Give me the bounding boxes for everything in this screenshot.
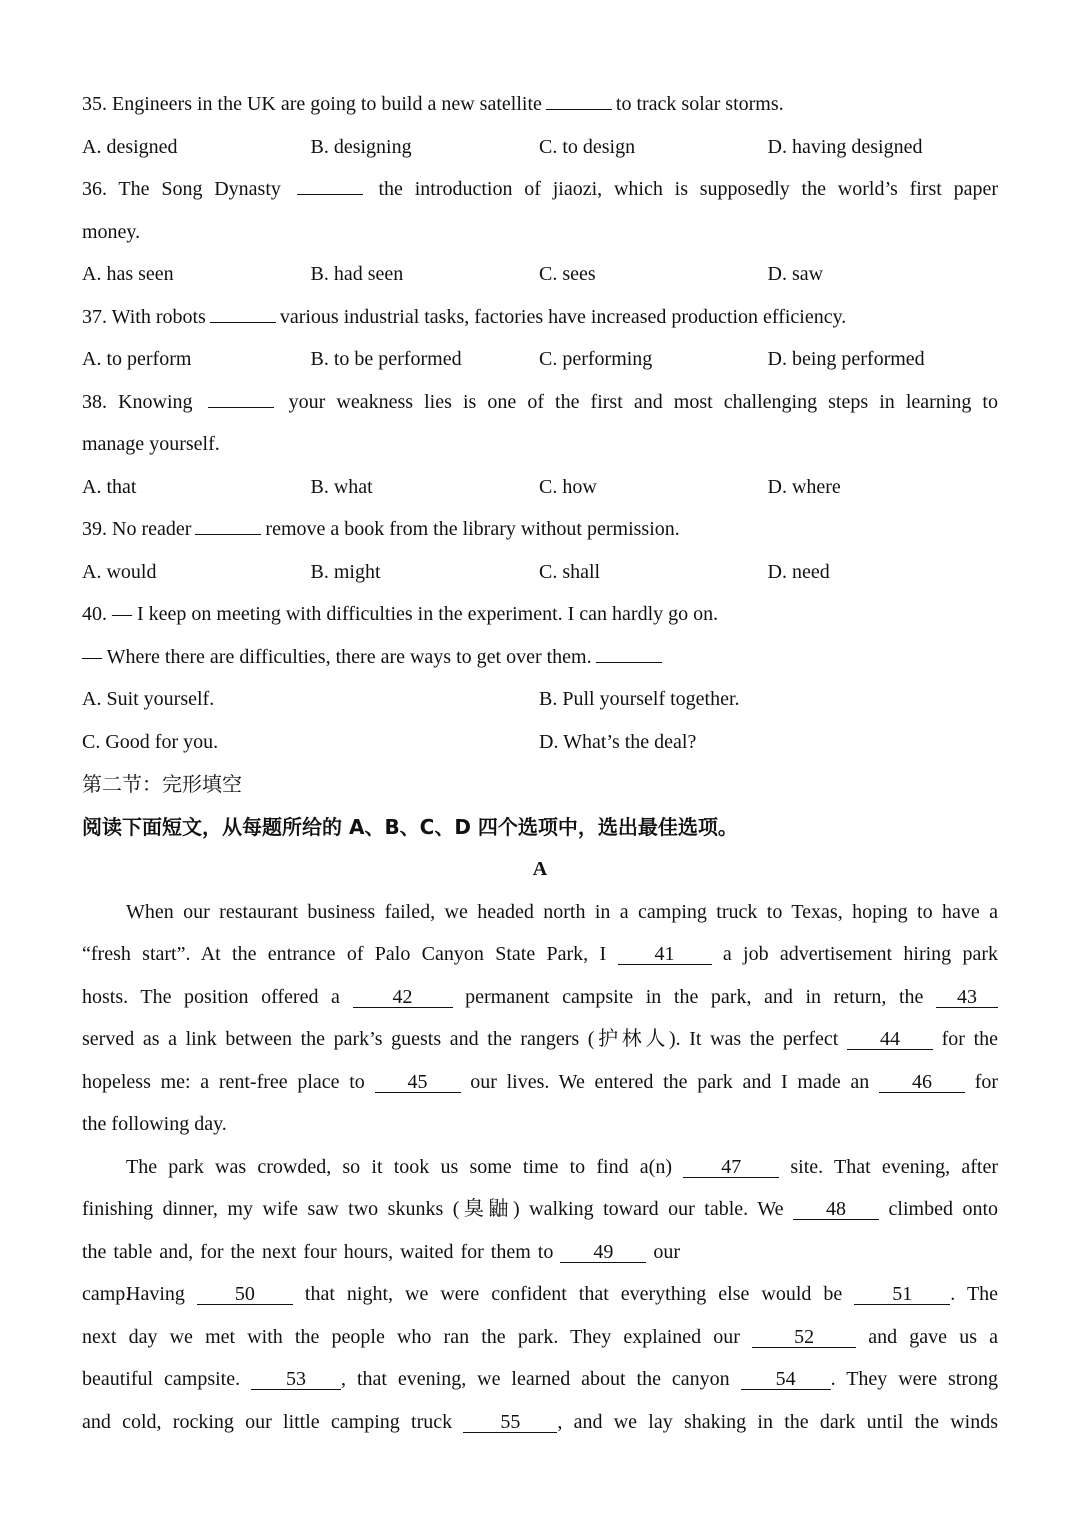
passage-line: beautiful campsite. 53 , that evening, we learned about the canyon 54 . They were strong [82,1368,999,1390]
option-a: A. to perform [82,348,192,370]
option-d: D. having designed [767,135,923,158]
question-35-options [82,126,998,169]
option-c: C. to design [539,135,636,158]
question-39-options [82,551,998,594]
option-b: B. had seen [310,263,404,285]
passage-line: the table and, for the next four hours, waited for them to 49 our camp. [82,1240,681,1305]
option-b: B. Pull yourself together. [539,688,740,710]
option-d: D. being performed [767,348,925,370]
passage-line: The park was crowded, so it took us some time to find a(n) 47 site. That evening, after [126,1155,998,1178]
passage-line: hosts. The position offered a 42 permanent campsite in the park, and in return, the 43 [82,976,998,1019]
option-a: A. that [82,475,137,498]
passage-line: served as a link between the park’s guests and the rangers (护林人). It was the perfect 44 for the [82,1028,999,1050]
option-d: D. saw [767,263,824,285]
question-36-stem: 36. The Song Dynasty the introduction of jiaozi, which is supposedly the world’s first paper [82,178,999,200]
question-37-options [82,338,998,381]
blank-44: 44 [847,1029,933,1050]
option-b: B. might [310,560,381,583]
passage-label: A [532,858,548,880]
option-d: D. where [767,475,841,498]
question-38-stem: 38. Knowing your weakness lies is one of the first and most challenging steps in learning to [82,390,998,413]
question-40-options-row2 [82,721,998,764]
blank-50: 50 [197,1284,293,1305]
blank-51: 51 [854,1284,950,1305]
blank-55: 55 [463,1412,557,1433]
section-heading: 第二节：完形填空 [82,772,242,796]
question-40-stem: 40. — I keep on meeting with difficulties in the experiment. I can hardly go on. [82,603,719,625]
passage-line: finishing dinner, my wife saw two skunks (臭鼬) walking toward our table. We 48 climbed onto [82,1198,999,1220]
answer-blank [596,662,662,663]
blank-41: 41 [618,944,712,965]
blank-46: 46 [879,1072,965,1093]
question-38-stem-cont: manage yourself. [82,433,220,455]
question-40-stem-cont: — Where there are difficulties, there are ways to get over them. [82,636,998,679]
option-b: B. what [310,475,373,498]
section-instruction: 阅读下面短文，从每题所给的 A、B、C、D 四个选项中，选出最佳选项。 [82,814,738,839]
option-a: A. Suit yourself. [82,688,215,710]
passage-line: next day we met with the people who ran the park. They explained our 52 and gave us a [82,1325,999,1348]
question-36-options [82,253,998,296]
passage-line: Having 50 that night, we were confident that everything else would be 51 . The [126,1283,999,1305]
option-d: D. need [767,560,830,583]
option-c: C. how [539,475,597,498]
option-c: C. sees [539,263,596,285]
passage-line: “fresh start”. At the entrance of Palo Canyon State Park, I 41 a job advertisement hiring park [82,943,999,965]
answer-blank [195,534,261,535]
question-38-options [82,466,998,509]
question-35-stem: 35. Engineers in the UK are going to build a new satellite to track solar storms. [82,93,784,115]
passage-line: When our restaurant business failed, we headed north in a camping truck to Texas, hoping to have a [126,900,998,923]
option-c: C. shall [539,560,601,583]
answer-blank [546,109,612,110]
question-39-stem: 39. No reader remove a book from the library without permission. [82,518,680,540]
passage-line: hopeless me: a rent-free place to 45 our lives. We entered the park and I made an 46 for [82,1070,999,1093]
question-40-options-row1 [82,678,998,721]
answer-blank [208,407,274,408]
option-d: D. What’s the deal? [539,730,697,753]
exam-page [82,83,998,1443]
blank-54: 54 [741,1369,831,1390]
option-a: A. has seen [82,263,174,285]
answer-blank [210,322,276,323]
passage-line: and cold, rocking our little camping truck 55 , and we lay shaking in the dark until the winds [82,1410,999,1433]
blank-47: 47 [683,1157,779,1178]
passage-line: the following day. [82,1113,227,1135]
blank-42: 42 [353,987,453,1008]
blank-48: 48 [793,1199,879,1220]
option-b: B. designing [310,135,412,158]
question-37-stem: 37. With robots various industrial tasks, factories have increased production efficiency. [82,305,847,328]
option-b: B. to be performed [310,348,462,370]
option-a: A. would [82,560,157,583]
option-c: C. Good for you. [82,730,219,753]
blank-52: 52 [752,1327,856,1348]
blank-49: 49 [560,1242,646,1263]
answer-blank [297,194,363,195]
blank-43: 43 [936,987,998,1008]
option-a: A. designed [82,135,178,158]
option-c: C. performing [539,348,653,370]
blank-53: 53 [251,1369,341,1390]
question-36-stem-cont: money. [82,220,141,243]
blank-45: 45 [375,1072,461,1093]
